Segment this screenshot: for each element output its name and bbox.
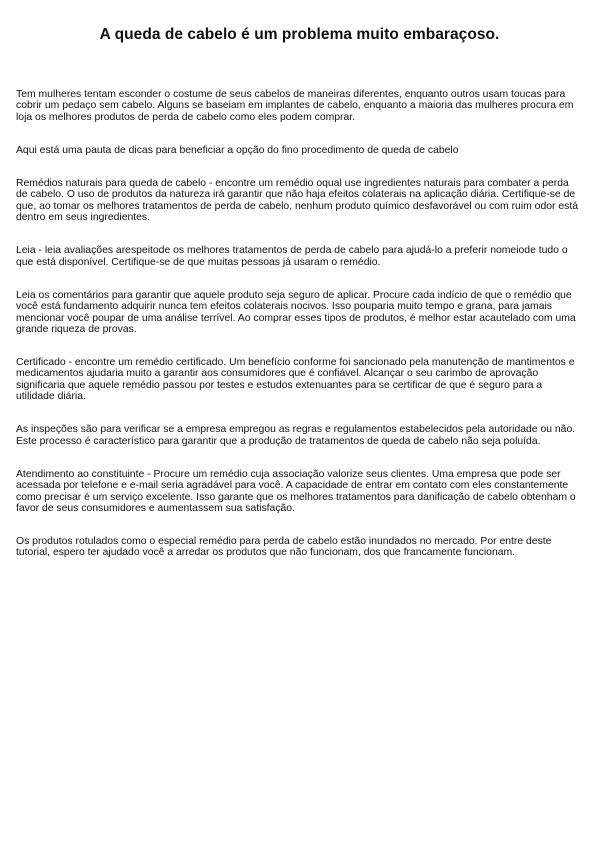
paragraph-inspections: As inspeções são para verificar se a empresa empregou as regras e regulamentos estabelecidos pela autoridade ou não. Este processo é característico para garantir que a produção de tratamentos de queda de cabelo não seja poluída. bbox=[16, 424, 576, 447]
paragraph-natural-remedies: Remédios naturais para queda de cabelo - encontre um remédio oqual use ingredientes naturais para combater a perda de cabelo. O uso de produtos da natureza irá garantir que não haja efeitos colaterais na aplicação diária. Certifique-se de que, ao tomar os melhores tratamentos de perda de cabelo, nenhum produto químico desfavorável ou com ruim odor está dentro em seus ingredientes. bbox=[16, 178, 578, 224]
paragraph-certified: Certificado - encontre um remédio certificado. Um benefício conforme foi sancionado pela manutenção de mantimentos e medicamentos ajudaria muito a garantir aos consumidores que é confiável. Alcançar o seu carimbo de aprovação significaria que aquele remédio passou por testes e estudos extenuantes para se certificar de que é seguro para a utilidade diária. bbox=[16, 357, 575, 403]
paragraph-conclusion: Os produtos rotulados como o especial remédio para perda de cabelo estão inundados no mercado. Por entre deste tutorial, espero ter ajudado você a arredar os produtos que não funcionam, dos que francamente funcionam. bbox=[16, 536, 552, 559]
paragraph-customer-service: Atendimento ao constituinte - Procure um remédio cuja associação valorize seus clientes. Uma empresa que pode ser acessada por telefone e e-mail seria agradável para você. A capacidade de entrar em contato com eles constantemente como precisar é um serviço excelente. Isso garante que os melhores tratamentos para danificação de cabelo obtenham o favor de seus consumidores e aumentassem sua satisfação. bbox=[16, 468, 576, 514]
paragraph-intro: Tem mulheres tentam esconder o costume de seus cabelos de maneiras diferentes, enquanto outros usam toucas para cobrir um pedaço sem cabelo. Alguns se baseiam em implantes de cabelo, enquanto a maioria das mulheres procura em loja os melhores produtos de perda de cabelo como eles podem comprar. bbox=[16, 89, 574, 123]
paragraph-read-reviews: Leia - leia avaliações arespeitode os melhores tratamentos de perda de cabelo para ajudá-lo a preferir nomeiode tudo o que está disponível. Certifique-se de que muitas pessoas já usaram o remédio. bbox=[16, 245, 568, 268]
document-title: A queda de cabelo é um problema muito embaraçoso. bbox=[99, 26, 500, 43]
paragraph-read-comments: Leia os comentários para garantir que aquele produto seja seguro de aplicar. Procure cada indício de que o remédio que você está fundamento adquirir nunca tem efeitos colaterais nocivos. Isso pouparia muito tempo e grana, para jamais mencionar você poupar de uma análise terrível. Ao comprar esses tipos de produtos, é melhor estar acautelado com uma grande riqueza de provas. bbox=[16, 289, 576, 335]
paragraph-tips-intro: Aqui está uma pauta de dicas para beneficiar a opção do fino procedimento de queda de cabelo bbox=[16, 144, 459, 156]
